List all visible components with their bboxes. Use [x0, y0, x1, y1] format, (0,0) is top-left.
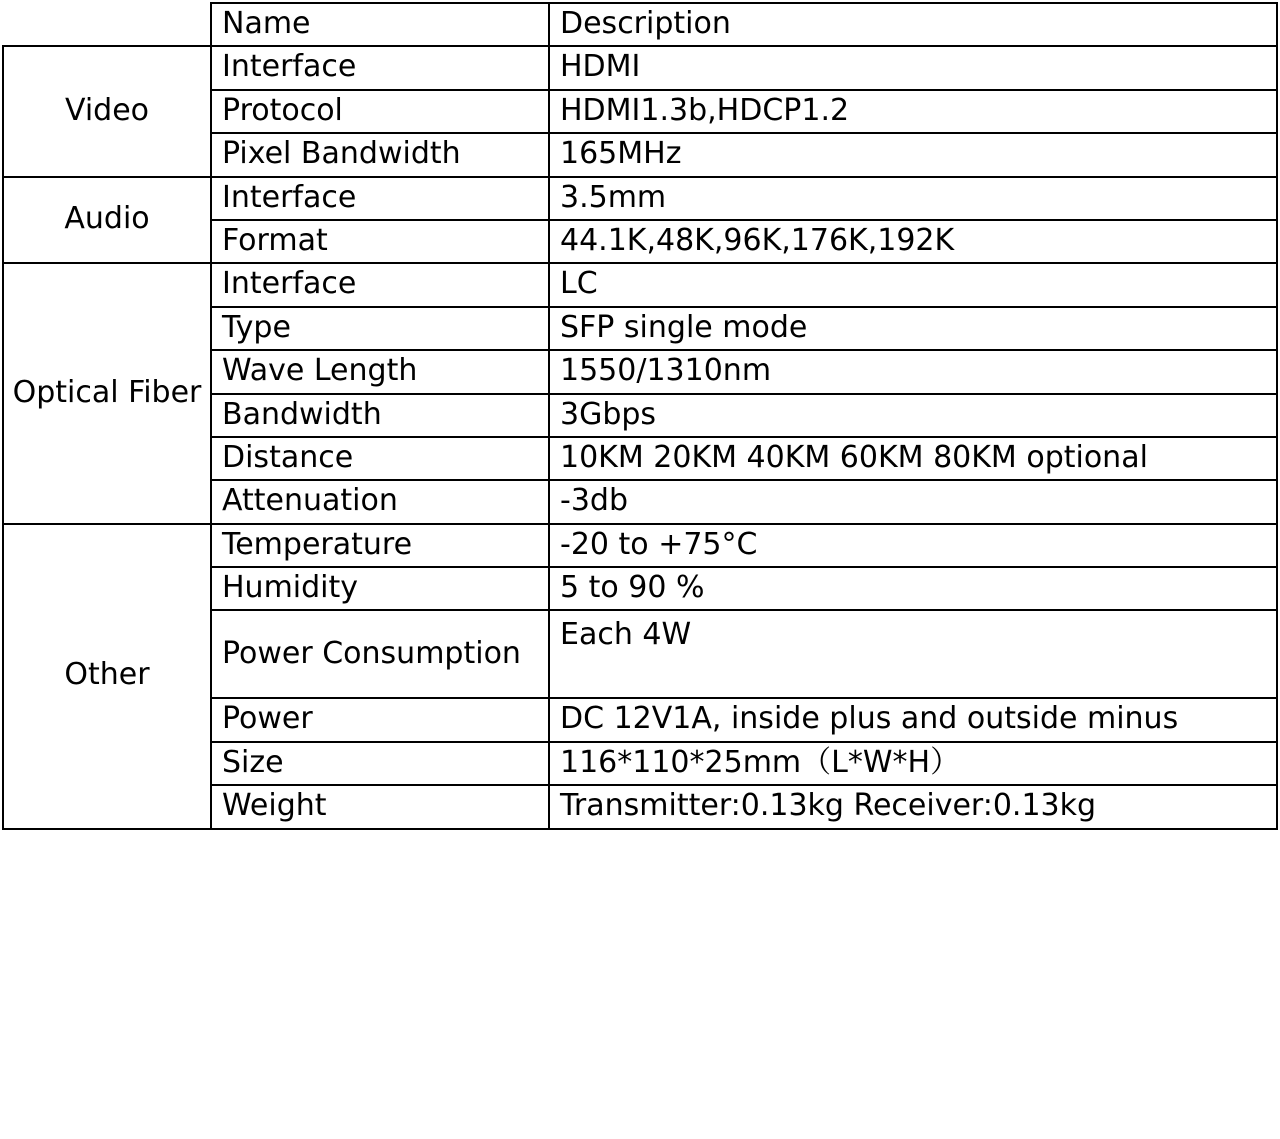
row-description: HDMI1.3b,HDCP1.2: [549, 90, 1277, 133]
row-description: 1550/1310nm: [549, 350, 1277, 393]
row-description: -20 to +75°C: [549, 524, 1277, 567]
row-name: Size: [211, 742, 549, 785]
row-description: LC: [549, 263, 1277, 306]
table-row: [3, 263, 1277, 306]
group-label-optical-fiber: Optical Fiber: [3, 263, 211, 523]
row-description: 44.1K,48K,96K,176K,192K: [549, 220, 1277, 263]
row-description: 3.5mm: [549, 177, 1277, 220]
table-row: [3, 46, 1277, 89]
row-name: Weight: [211, 785, 549, 828]
row-name: Interface: [211, 263, 549, 306]
row-name: Interface: [211, 177, 549, 220]
table-header-row: [3, 3, 1277, 46]
specification-table: [2, 2, 1278, 830]
row-description: HDMI: [549, 46, 1277, 89]
header-blank-cell: [3, 3, 211, 46]
row-name: Interface: [211, 46, 549, 89]
table-row: [3, 524, 1277, 567]
row-description: 116*110*25mm（L*W*H）: [549, 742, 1277, 785]
row-name: Power Consumption: [211, 610, 549, 698]
row-name: Temperature: [211, 524, 549, 567]
row-name: Power: [211, 698, 549, 741]
row-name: Attenuation: [211, 480, 549, 523]
row-name: Protocol: [211, 90, 549, 133]
table-body: [3, 3, 1277, 829]
row-name: Type: [211, 307, 549, 350]
row-name: Distance: [211, 437, 549, 480]
row-description: -3db: [549, 480, 1277, 523]
row-description: SFP single mode: [549, 307, 1277, 350]
row-description: DC 12V1A, inside plus and outside minus: [549, 698, 1277, 741]
row-description: 3Gbps: [549, 394, 1277, 437]
row-name: Format: [211, 220, 549, 263]
header-description: Description: [549, 3, 1277, 46]
table-row: [3, 177, 1277, 220]
row-name: Bandwidth: [211, 394, 549, 437]
row-name: Humidity: [211, 567, 549, 610]
row-description: Each 4W: [549, 610, 1277, 698]
group-label-video: Video: [3, 46, 211, 176]
row-description: 10KM 20KM 40KM 60KM 80KM optional: [549, 437, 1277, 480]
row-description: 5 to 90 %: [549, 567, 1277, 610]
row-name: Wave Length: [211, 350, 549, 393]
group-label-audio: Audio: [3, 177, 211, 264]
row-description: 165MHz: [549, 133, 1277, 176]
row-description: Transmitter:0.13kg Receiver:0.13kg: [549, 785, 1277, 828]
row-name: Pixel Bandwidth: [211, 133, 549, 176]
group-label-other: Other: [3, 524, 211, 829]
header-name: Name: [211, 3, 549, 46]
